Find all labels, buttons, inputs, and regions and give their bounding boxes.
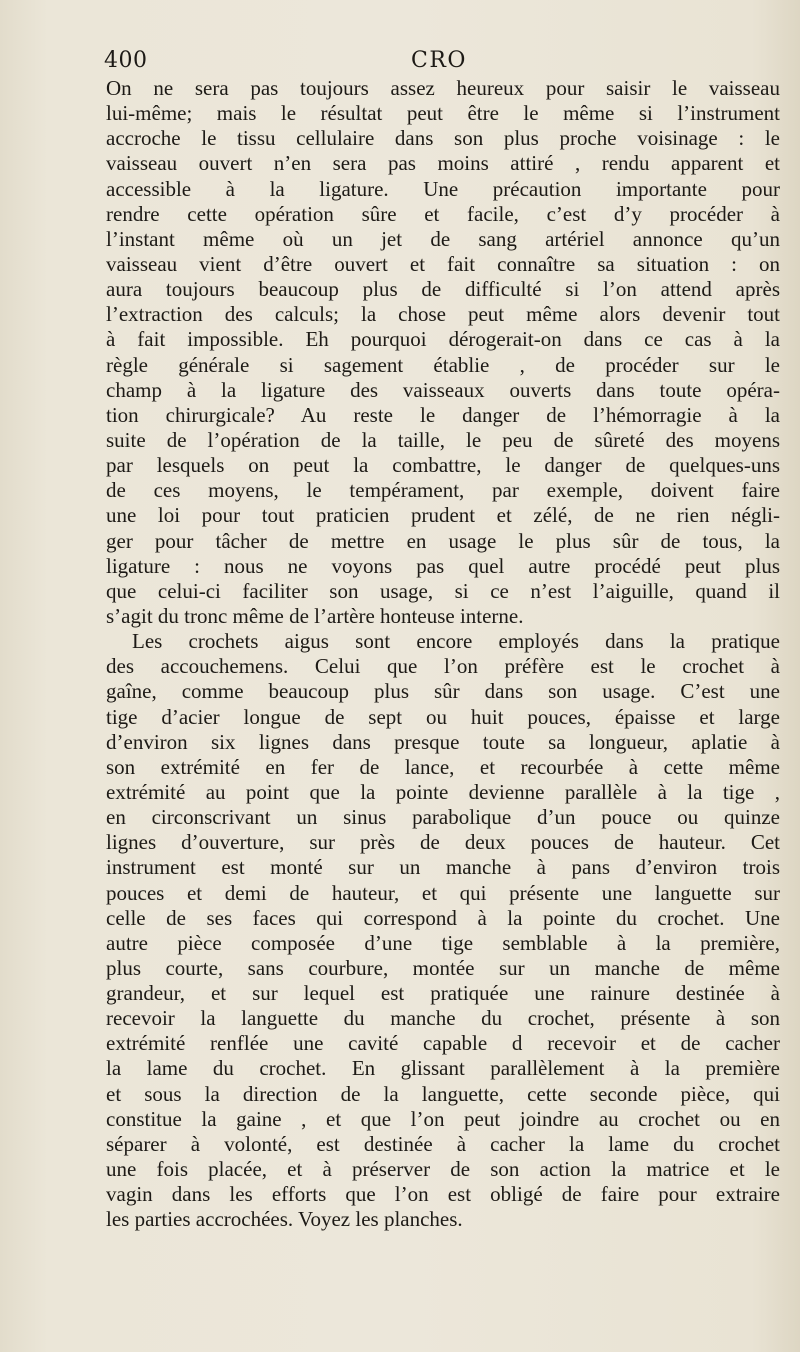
text-line: suite de l’opération de la taille, le peu de sûreté des moyens (106, 427, 780, 452)
text-line: vagin dans les efforts que l’on est obligé de faire pour extraire (106, 1182, 780, 1207)
page-header (104, 46, 784, 76)
text-line: l’extraction des calculs; la chose peut même alors devenir tout (106, 302, 780, 327)
text-line: lui-même; mais le résultat peut être le même si l’instrument (106, 101, 780, 126)
text-line: Les crochets aigus sont encore employés dans la pratique (132, 629, 780, 654)
text-line: aura toujours beaucoup plus de difficulté si l’on attend après (106, 277, 780, 302)
text-line: des accouchemens. Celui que l’on préfère est le crochet à (106, 654, 780, 679)
text-line: et sous la direction de la languette, cette seconde pièce, qui (106, 1081, 780, 1106)
text-line: les parties accrochées. Voyez les planches. (106, 1207, 463, 1232)
paragraph-1 (106, 76, 780, 629)
text-line: plus courte, sans courbure, montée sur un manche de même (106, 955, 780, 980)
text-line: d’environ six lignes dans presque toute sa longueur, aplatie à (106, 729, 780, 754)
text-line: On ne sera pas toujours assez heureux pour saisir le vaisseau (106, 76, 780, 100)
text-line: instrument est monté sur un manche à pans d’environ trois (106, 855, 780, 880)
text-line: vaisseau ouvert n’en sera pas moins attiré , rendu apparent et (106, 151, 780, 176)
text-line: ligature : nous ne voyons pas quel autre procédé peut plus (106, 553, 780, 578)
running-head: CRO (411, 48, 467, 73)
text-line: rendre cette opération sûre et facile, c’est d’y procéder à (106, 201, 780, 226)
paragraph-2 (106, 629, 780, 1232)
text-line: ger pour tâcher de mettre en usage le plus sûr de tous, la (106, 528, 780, 553)
text-line: que celui-ci faciliter son usage, si ce n’est l’aiguille, quand il (106, 578, 780, 603)
text-line: règle générale si sagement établie , de procéder sur le (106, 352, 780, 377)
text-line: grandeur, et sur lequel est pratiquée une rainure destinée à (106, 981, 780, 1006)
text-line: vaisseau vient d’être ouvert et fait connaître sa situation : on (106, 251, 780, 276)
text-line: champ à la ligature des vaisseaux ouverts dans toute opéra- (106, 377, 780, 402)
text-line: la lame du crochet. En glissant parallèlement à la première (106, 1056, 780, 1081)
text-line: constitue la gaine , et que l’on peut joindre au crochet ou en (106, 1106, 780, 1131)
text-line: s’agit du tronc même de l’artère honteuse interne. (106, 603, 524, 628)
text-line: gaîne, comme beaucoup plus sûr dans son usage. C’est une (106, 679, 780, 704)
text-line: par lesquels on peut la combattre, le danger de quelques-uns (106, 453, 780, 478)
text-line: extrémité au point que la pointe devienne parallèle à la tige , (106, 779, 780, 804)
text-line: accroche le tissu cellulaire dans son plus proche voisinage : le (106, 126, 780, 151)
text-line: tige d’acier longue de sept ou huit pouces, épaisse et large (106, 704, 780, 729)
text-line: de ces moyens, le tempérament, par exemple, doivent faire (106, 478, 780, 503)
text-line: celle de ses faces qui correspond à la pointe du crochet. Une (106, 905, 780, 930)
text-line: son extrémité en fer de lance, et recourbée à cette même (106, 754, 780, 779)
text-line: à fait impossible. Eh pourquoi dérogerait-on dans ce cas à la (106, 327, 780, 352)
text-line: autre pièce composée d’une tige semblable à la première, (106, 930, 780, 955)
text-line: pouces et demi de hauteur, et qui présente une languette sur (106, 880, 780, 905)
body-text (106, 76, 780, 1232)
text-line: séparer à volonté, est destinée à cacher la lame du crochet (106, 1131, 780, 1156)
text-line: une loi pour tout praticien prudent et zélé, de ne rien négli- (106, 503, 780, 528)
text-line: extrémité renflée une cavité capable d recevoir et de cacher (106, 1031, 780, 1056)
text-line: recevoir la languette du manche du crochet, présente à son (106, 1006, 780, 1031)
text-line: tion chirurgicale? Au reste le danger de l’hémorragie à la (106, 402, 780, 427)
text-line: l’instant même où un jet de sang artériel annonce qu’un (106, 226, 780, 251)
text-line: en circonscrivant un sinus parabolique d’un pouce ou quinze (106, 805, 780, 830)
page-number: 400 (104, 48, 148, 73)
text-line: lignes d’ouverture, sur près de deux pouces de hauteur. Cet (106, 830, 780, 855)
text-line: une fois placée, et à préserver de son action la matrice et le (106, 1157, 780, 1182)
text-line: accessible à la ligature. Une précaution importante pour (106, 176, 780, 201)
